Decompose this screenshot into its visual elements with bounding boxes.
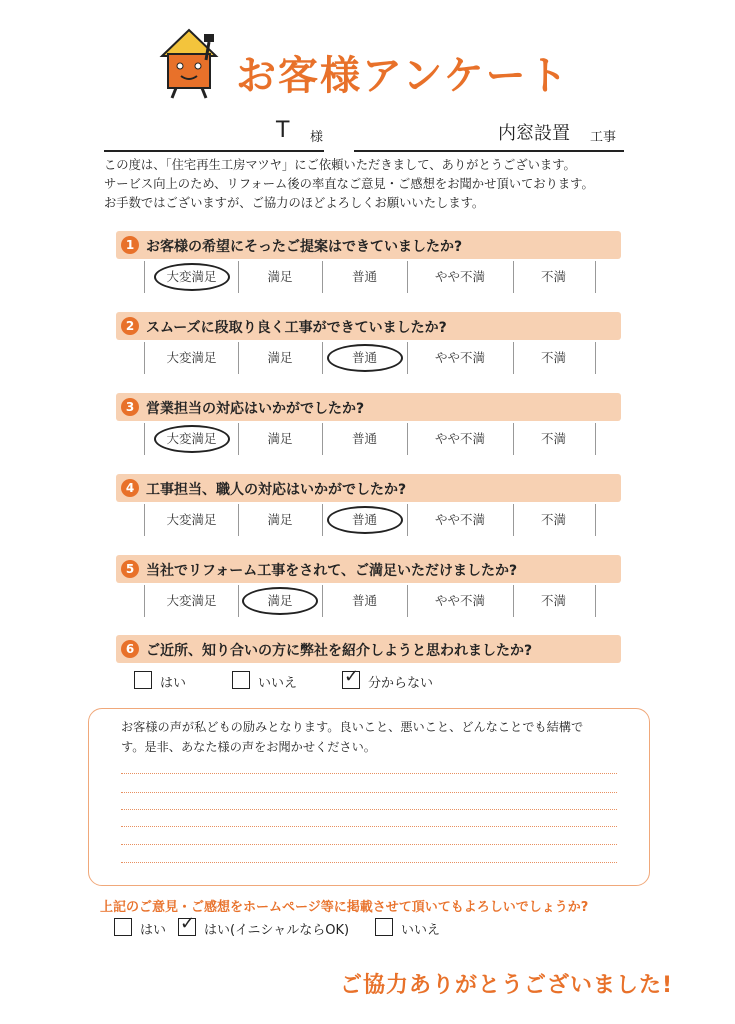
choice-label: いいえ bbox=[401, 923, 441, 938]
option-label: 不満 bbox=[540, 512, 566, 527]
option-very-satisfied[interactable] bbox=[145, 504, 239, 536]
option-label: 満足 bbox=[267, 593, 293, 608]
question-text: スムーズに段取り良く工事ができていましたか? bbox=[146, 320, 447, 336]
question-number: 3 bbox=[121, 398, 139, 416]
option-label: 普通 bbox=[351, 431, 377, 446]
option-satisfied[interactable] bbox=[238, 585, 323, 617]
work-type: 内窓設置 bbox=[498, 123, 570, 144]
option-very-satisfied[interactable] bbox=[145, 342, 239, 374]
option-label: 大変満足 bbox=[166, 350, 217, 365]
option-neutral[interactable] bbox=[322, 585, 408, 617]
option-somewhat-dissatisfied[interactable] bbox=[407, 261, 514, 293]
option-label: 不満 bbox=[540, 431, 566, 446]
checkbox[interactable] bbox=[114, 918, 132, 936]
intro-line: この度は、「住宅再生工房マツヤ」にご依頼いただきまして、ありがとうございます。 bbox=[104, 158, 576, 172]
question-2-bar bbox=[116, 312, 621, 340]
question-number: 5 bbox=[121, 560, 139, 578]
option-satisfied[interactable] bbox=[238, 504, 323, 536]
permission-yes-initials[interactable] bbox=[178, 913, 368, 940]
option-label: 不満 bbox=[540, 269, 566, 284]
option-dissatisfied[interactable] bbox=[513, 423, 594, 455]
checkmark-icon: ✓ bbox=[180, 913, 196, 934]
work-type-field[interactable] bbox=[354, 118, 624, 152]
option-neutral[interactable] bbox=[322, 261, 408, 293]
question-number: 1 bbox=[121, 236, 139, 254]
choice-yes[interactable] bbox=[134, 669, 224, 693]
question-number: 4 bbox=[121, 479, 139, 497]
option-very-satisfied[interactable] bbox=[145, 261, 239, 293]
checkbox[interactable] bbox=[134, 671, 152, 689]
option-label: 普通 bbox=[351, 350, 377, 365]
checkbox[interactable] bbox=[342, 666, 360, 689]
option-label: 大変満足 bbox=[166, 512, 217, 527]
question-text: 営業担当の対応はいかがでしたか? bbox=[146, 401, 365, 417]
option-label: 大変満足 bbox=[166, 593, 217, 608]
option-satisfied[interactable] bbox=[238, 423, 323, 455]
option-label: やや不満 bbox=[434, 512, 485, 527]
checkmark-icon: ✓ bbox=[344, 666, 360, 687]
question-text: ご近所、知り合いの方に弊社を紹介しようと思われましたか? bbox=[146, 643, 533, 659]
choice-no[interactable] bbox=[232, 669, 332, 693]
choice-label: 分からない bbox=[368, 676, 434, 691]
option-satisfied[interactable] bbox=[238, 261, 323, 293]
comment-prompt-line: す。是非、あなた様の声をお聞かせください。 bbox=[121, 740, 376, 754]
question-5-options bbox=[144, 585, 596, 617]
intro-line: サービス向上のため、リフォーム後の率直なご意見・ご感想をお聞かせ頂いております。 bbox=[104, 177, 594, 191]
question-6-choices bbox=[134, 666, 494, 693]
option-label: 大変満足 bbox=[166, 431, 217, 446]
option-dissatisfied[interactable] bbox=[513, 585, 594, 617]
checkbox[interactable] bbox=[375, 918, 393, 936]
option-dissatisfied[interactable] bbox=[513, 261, 594, 293]
option-very-satisfied[interactable] bbox=[145, 585, 239, 617]
option-somewhat-dissatisfied[interactable] bbox=[407, 585, 514, 617]
option-very-satisfied[interactable] bbox=[145, 423, 239, 455]
writing-line bbox=[121, 826, 617, 827]
permission-choices bbox=[114, 913, 474, 940]
option-label: やや不満 bbox=[434, 593, 485, 608]
option-label: 不満 bbox=[540, 593, 566, 608]
mascot-house-icon bbox=[154, 26, 224, 100]
option-label: やや不満 bbox=[434, 269, 485, 284]
option-somewhat-dissatisfied[interactable] bbox=[407, 342, 514, 374]
option-label: 満足 bbox=[267, 431, 293, 446]
question-number: 2 bbox=[121, 317, 139, 335]
honorific-label: 様 bbox=[310, 130, 324, 145]
checkbox[interactable] bbox=[178, 913, 196, 936]
comment-prompt-line: お客様の声が私どもの励みとなります。良いこと、悪いこと、どんなことでも結構で bbox=[121, 720, 584, 734]
question-1-bar bbox=[116, 231, 621, 259]
option-label: 満足 bbox=[267, 350, 293, 365]
writing-line bbox=[121, 792, 617, 793]
permission-yes[interactable] bbox=[114, 916, 174, 940]
option-label: 満足 bbox=[267, 512, 293, 527]
question-5-bar bbox=[116, 555, 621, 583]
question-text: お客様の希望にそったご提案はできていましたか? bbox=[146, 239, 463, 255]
option-label: 満足 bbox=[267, 269, 293, 284]
option-somewhat-dissatisfied[interactable] bbox=[407, 504, 514, 536]
choice-label: はい bbox=[160, 676, 187, 691]
intro-line: お手数ではございますが、ご協力のほどよろしくお願いいたします。 bbox=[104, 196, 485, 210]
question-4-options bbox=[144, 504, 596, 536]
option-neutral[interactable] bbox=[322, 423, 408, 455]
question-3-bar bbox=[116, 393, 621, 421]
option-label: 普通 bbox=[351, 593, 377, 608]
writing-line bbox=[121, 844, 617, 845]
option-label: 普通 bbox=[351, 269, 377, 284]
option-label: 大変満足 bbox=[166, 269, 217, 284]
question-1-options bbox=[144, 261, 596, 293]
question-number: 6 bbox=[121, 640, 139, 658]
question-6-bar bbox=[116, 635, 621, 663]
choice-label: いいえ bbox=[258, 676, 298, 691]
comment-prompt bbox=[121, 717, 621, 757]
writing-line bbox=[121, 773, 617, 774]
intro-text bbox=[104, 156, 644, 213]
survey-title: お客様アンケート bbox=[236, 53, 570, 99]
writing-line bbox=[121, 809, 617, 810]
option-somewhat-dissatisfied[interactable] bbox=[407, 423, 514, 455]
writing-line bbox=[121, 862, 617, 863]
choice-label: はい(イニシャルならOK) bbox=[204, 923, 350, 938]
thank-you-message: ご協力ありがとうございました! bbox=[340, 973, 674, 998]
permission-no[interactable] bbox=[375, 916, 455, 940]
option-dissatisfied[interactable] bbox=[513, 342, 594, 374]
option-neutral[interactable] bbox=[322, 342, 408, 374]
question-4-bar bbox=[116, 474, 621, 502]
choice-dont-know[interactable] bbox=[342, 666, 472, 693]
option-neutral[interactable] bbox=[322, 504, 408, 536]
customer-name: T bbox=[276, 118, 290, 143]
comment-box[interactable] bbox=[88, 708, 650, 886]
option-satisfied[interactable] bbox=[238, 342, 323, 374]
question-3-options bbox=[144, 423, 596, 455]
checkbox[interactable] bbox=[232, 671, 250, 689]
option-label: やや不満 bbox=[434, 350, 485, 365]
option-label: 不満 bbox=[540, 350, 566, 365]
option-label: 普通 bbox=[351, 512, 377, 527]
option-dissatisfied[interactable] bbox=[513, 504, 594, 536]
question-text: 当社でリフォーム工事をされて、ご満足いただけましたか? bbox=[146, 563, 518, 579]
work-suffix-label: 工事 bbox=[590, 130, 617, 145]
question-2-options bbox=[144, 342, 596, 374]
customer-name-field[interactable] bbox=[104, 118, 324, 152]
choice-label: はい bbox=[140, 923, 167, 938]
question-text: 工事担当、職人の対応はいかがでしたか? bbox=[146, 482, 407, 498]
permission-question: 上記のご意見・ご感想をホームページ等に掲載させて頂いてもよろしいでしょうか? bbox=[100, 900, 589, 915]
option-label: やや不満 bbox=[434, 431, 485, 446]
